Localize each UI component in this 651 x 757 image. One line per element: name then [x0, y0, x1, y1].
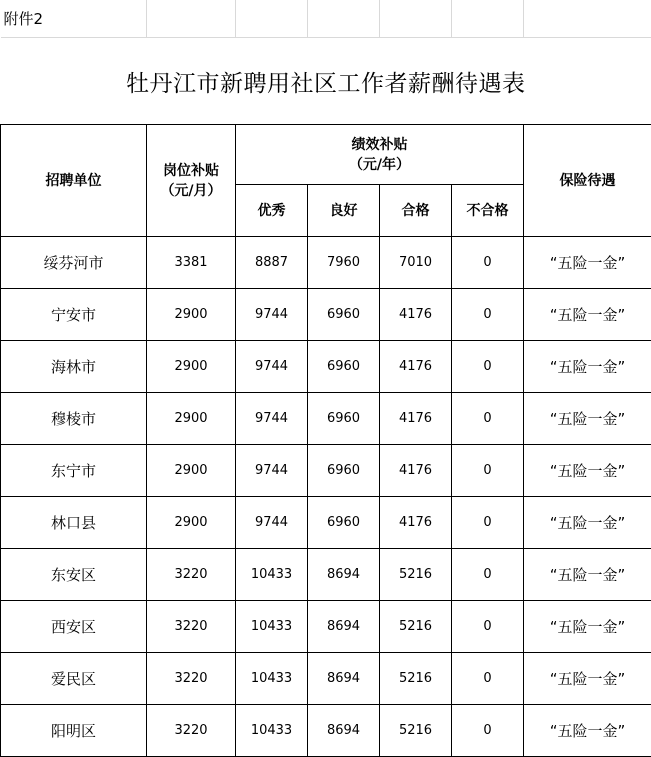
cell-insurance[interactable]: “五险一金” [524, 445, 651, 497]
cell-unqualified[interactable]: 0 [452, 601, 524, 653]
header-performance[interactable] [236, 125, 524, 185]
cell-unit[interactable]: 穆棱市 [1, 393, 147, 445]
cell-insurance[interactable]: “五险一金” [524, 549, 651, 601]
header-excellent[interactable]: 优秀 [236, 185, 308, 237]
cell-post-subsidy[interactable]: 3220 [147, 549, 236, 601]
header-performance-line1: 绩效补贴 [351, 136, 408, 153]
cell-insurance[interactable]: “五险一金” [524, 289, 651, 341]
title-row [1, 38, 651, 125]
empty-cell[interactable] [452, 0, 524, 38]
cell-unqualified[interactable]: 0 [452, 445, 524, 497]
cell-unqualified[interactable]: 0 [452, 705, 524, 757]
header-post-subsidy-line2: （元/月） [160, 182, 222, 199]
cell-unit[interactable]: 林口县 [1, 497, 147, 549]
header-good[interactable]: 良好 [308, 185, 380, 237]
empty-cell[interactable] [524, 0, 651, 38]
cell-unqualified[interactable]: 0 [452, 341, 524, 393]
cell-post-subsidy[interactable]: 2900 [147, 289, 236, 341]
cell-unqualified[interactable]: 0 [452, 237, 524, 289]
cell-good[interactable]: 6960 [308, 341, 380, 393]
cell-excellent[interactable]: 10433 [236, 601, 308, 653]
header-row-1 [1, 125, 651, 185]
cell-unqualified[interactable]: 0 [452, 289, 524, 341]
table-row [1, 393, 651, 445]
cell-insurance[interactable]: “五险一金” [524, 653, 651, 705]
cell-unqualified[interactable]: 0 [452, 393, 524, 445]
cell-post-subsidy[interactable]: 2900 [147, 341, 236, 393]
cell-excellent[interactable]: 9744 [236, 445, 308, 497]
cell-unit[interactable]: 东安区 [1, 549, 147, 601]
cell-insurance[interactable]: “五险一金” [524, 497, 651, 549]
cell-qualified[interactable]: 5216 [380, 601, 452, 653]
table-row [1, 497, 651, 549]
cell-unqualified[interactable]: 0 [452, 497, 524, 549]
cell-insurance[interactable]: “五险一金” [524, 601, 651, 653]
cell-post-subsidy[interactable]: 2900 [147, 393, 236, 445]
table-title[interactable]: 牡丹江市新聘用社区工作者薪酬待遇表 [1, 38, 651, 125]
header-unqualified[interactable]: 不合格 [452, 185, 524, 237]
cell-insurance[interactable]: “五险一金” [524, 237, 651, 289]
empty-cell[interactable] [380, 0, 452, 38]
cell-excellent[interactable]: 10433 [236, 549, 308, 601]
cell-post-subsidy[interactable]: 2900 [147, 497, 236, 549]
table-row [1, 705, 651, 757]
attachment-label[interactable]: 附件2 [1, 0, 147, 38]
attachment-row [1, 0, 651, 38]
cell-qualified[interactable]: 7010 [380, 237, 452, 289]
cell-qualified[interactable]: 4176 [380, 289, 452, 341]
cell-qualified[interactable]: 5216 [380, 549, 452, 601]
cell-good[interactable]: 6960 [308, 289, 380, 341]
cell-unit[interactable]: 西安区 [1, 601, 147, 653]
cell-good[interactable]: 8694 [308, 601, 380, 653]
table-row [1, 549, 651, 601]
cell-insurance[interactable]: “五险一金” [524, 341, 651, 393]
cell-unqualified[interactable]: 0 [452, 549, 524, 601]
cell-qualified[interactable]: 4176 [380, 445, 452, 497]
header-qualified[interactable]: 合格 [380, 185, 452, 237]
cell-good[interactable]: 6960 [308, 445, 380, 497]
cell-good[interactable]: 7960 [308, 237, 380, 289]
cell-unit[interactable]: 东宁市 [1, 445, 147, 497]
header-unit[interactable]: 招聘单位 [1, 125, 147, 237]
cell-excellent[interactable]: 10433 [236, 705, 308, 757]
cell-qualified[interactable]: 5216 [380, 653, 452, 705]
header-post-subsidy[interactable] [147, 125, 236, 237]
cell-qualified[interactable]: 4176 [380, 497, 452, 549]
header-insurance[interactable]: 保险待遇 [524, 125, 651, 237]
empty-cell[interactable] [147, 0, 236, 38]
table-row [1, 653, 651, 705]
cell-unit[interactable]: 爱民区 [1, 653, 147, 705]
cell-post-subsidy[interactable]: 3220 [147, 653, 236, 705]
cell-good[interactable]: 8694 [308, 653, 380, 705]
cell-qualified[interactable]: 5216 [380, 705, 452, 757]
cell-unqualified[interactable]: 0 [452, 653, 524, 705]
cell-excellent[interactable]: 9744 [236, 497, 308, 549]
cell-post-subsidy[interactable]: 2900 [147, 445, 236, 497]
empty-cell[interactable] [308, 0, 380, 38]
cell-excellent[interactable]: 8887 [236, 237, 308, 289]
cell-good[interactable]: 6960 [308, 497, 380, 549]
cell-excellent[interactable]: 10433 [236, 653, 308, 705]
cell-post-subsidy[interactable]: 3220 [147, 601, 236, 653]
cell-insurance[interactable]: “五险一金” [524, 393, 651, 445]
cell-unit[interactable]: 绥芬河市 [1, 237, 147, 289]
cell-insurance[interactable]: “五险一金” [524, 705, 651, 757]
table-row [1, 237, 651, 289]
empty-cell[interactable] [236, 0, 308, 38]
cell-good[interactable]: 6960 [308, 393, 380, 445]
cell-post-subsidy[interactable]: 3220 [147, 705, 236, 757]
cell-good[interactable]: 8694 [308, 705, 380, 757]
cell-good[interactable]: 8694 [308, 549, 380, 601]
cell-excellent[interactable]: 9744 [236, 289, 308, 341]
table-row [1, 445, 651, 497]
cell-unit[interactable]: 阳明区 [1, 705, 147, 757]
table-row [1, 601, 651, 653]
cell-unit[interactable]: 宁安市 [1, 289, 147, 341]
cell-qualified[interactable]: 4176 [380, 393, 452, 445]
table-row [1, 289, 651, 341]
cell-excellent[interactable]: 9744 [236, 393, 308, 445]
header-post-subsidy-line1: 岗位补贴 [163, 162, 219, 179]
cell-unit[interactable]: 海林市 [1, 341, 147, 393]
cell-post-subsidy[interactable]: 3381 [147, 237, 236, 289]
table-row [1, 341, 651, 393]
cell-qualified[interactable]: 4176 [380, 341, 452, 393]
cell-excellent[interactable]: 9744 [236, 341, 308, 393]
header-performance-line2: （元/年） [348, 156, 411, 173]
